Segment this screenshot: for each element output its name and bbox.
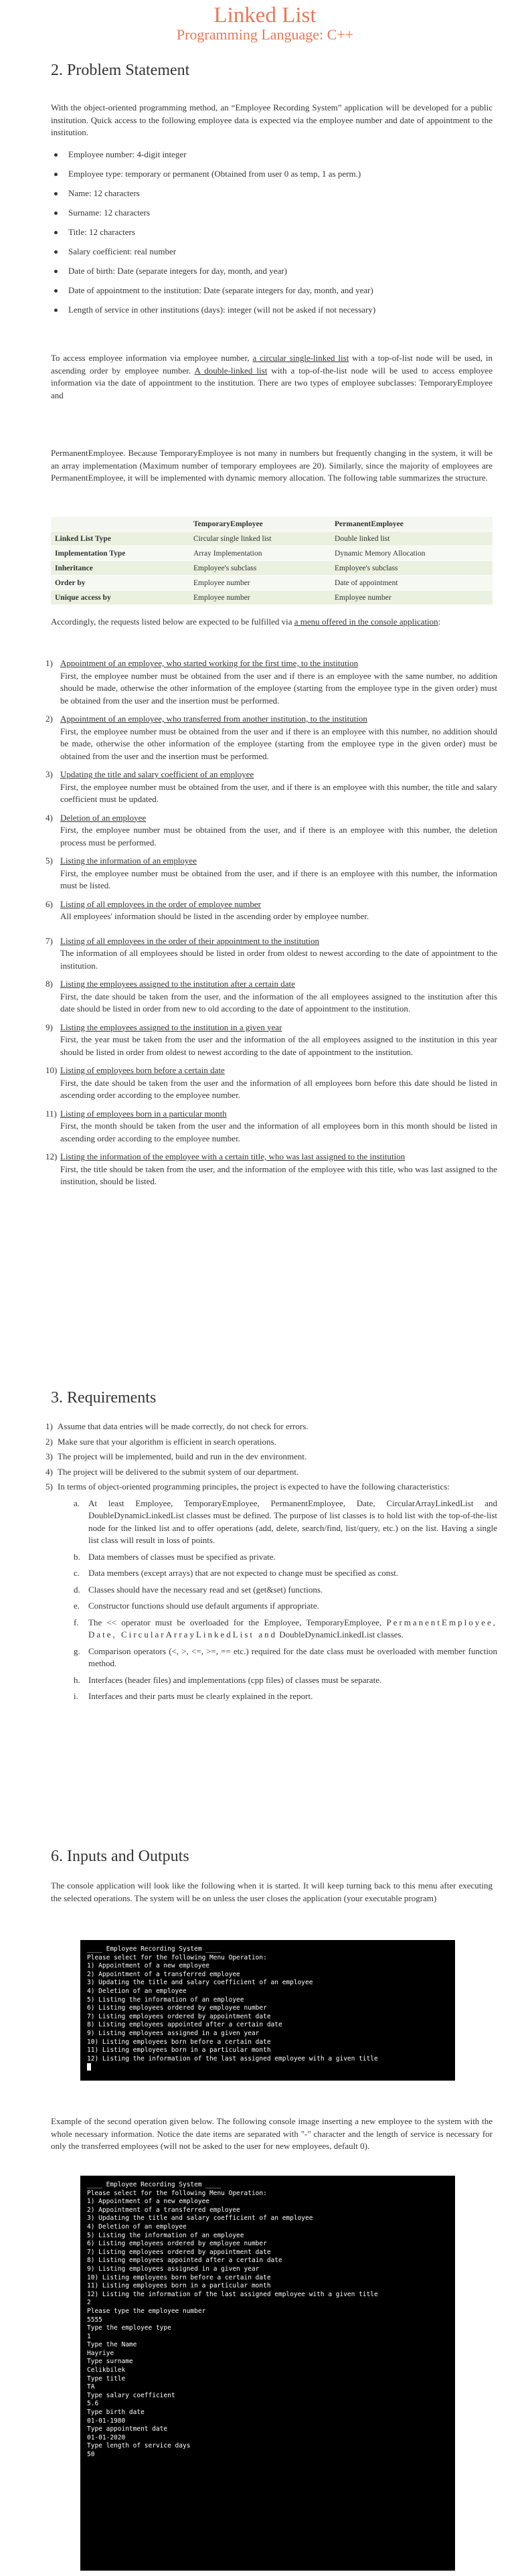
operation-title: Listing the employees assigned to the institution in a given year — [60, 1022, 282, 1032]
console-line: TA — [87, 2383, 95, 2391]
console-line: 8) Listing employees appointed after a certain date — [87, 2021, 282, 2029]
requirement-subitem: f. The << operator must be overloaded for the Employee, TemporaryEmployee, PermanentEmployee, Date, CircularArrayLinkedList and DoubleDynamicLinkedList classes. — [74, 1617, 497, 1639]
console-line: 1) Appointment of a new employee — [87, 1962, 210, 1970]
document-subtitle: Programming Language: C++ — [176, 26, 354, 43]
menu-phrase: a menu offered in the console application — [294, 617, 438, 627]
operation-description: First, the month should be taken from the user and the information of all employees born in this month should be listed in ascending order according to the employee number. — [60, 1121, 497, 1143]
requirement-item: 1) Assume that data entries will be made correctly, do not check for errors. — [46, 1421, 308, 1431]
requirement-subitem: i. Interfaces and their parts must be clearly explained in the report. — [74, 1691, 313, 1701]
table-row-label: Unique access by — [51, 590, 189, 605]
table-cell: Employee number — [331, 590, 493, 605]
console-line: 50 — [87, 2451, 95, 2458]
console-line: Type the employee type — [87, 2324, 171, 2332]
console-line: Type title — [87, 2374, 126, 2383]
requirements-list — [46, 1421, 497, 1707]
console-line: 9) Listing employees assigned in a given year — [87, 2265, 260, 2273]
operation-item: 6) Listing of all employees in the order of employee number All employees' information should be listed in the ascending order by employee number. — [46, 898, 497, 923]
table-row-label: Inheritance — [51, 561, 189, 576]
employee-types-paragraph: PermanentEmployee. Because TemporaryEmployee is not many in numbers but frequently changing in the system, it will be an array implementation (Maximum number of temporary employees are 20). Similarly, since the majority of employees are PermanentEmployee, it will be implemented with dynamic memory allocation. The following table summarizes the structure. — [51, 448, 493, 483]
list-item: Surname: 12 characters — [51, 207, 493, 226]
console-line: Type birth date — [87, 2409, 145, 2417]
table-cell: Circular single linked list — [189, 532, 331, 546]
list-item: Title: 12 characters — [51, 226, 493, 246]
table-row — [51, 576, 493, 590]
operation-item: 1) Appointment of an employee, who started working for the first time, to the institution First, the employee number must be obtained from the user and if there is an employee with the same number, no addition should be made, otherwise the other information of the employee (starting from the employee type in the given order) must be obtained from the user and the insertion must be performed. — [46, 657, 497, 707]
linked-list-paragraph: To access employee information via employee number, a circular single-linked list with a top-of-list node will be used, in ascending order by employee number. A double-linked list with a top-of-the-list node will be used to access employee information via the date of appointment to the institution. There are two types of employee subclasses: TemporaryEmployee and — [51, 353, 493, 400]
document-title: Linked List — [213, 3, 317, 27]
console-line: 2) Appointment of a transferred employee — [87, 2206, 240, 2214]
operation-item: 11) Listing of employees born in a particular month First, the month should be taken from the user and the information of all employees born in this month should be listed in ascending order according to the employee number. — [46, 1108, 497, 1145]
table-header-cell: TemporaryEmployee — [189, 517, 331, 532]
table-row-label: Linked List Type — [51, 532, 189, 546]
operation-description: All employees' information should be listed in the ascending order by employee number. — [60, 911, 369, 921]
list-item: Date of appointment to the institution: Date (separate integers for day, month, and year) — [51, 285, 493, 304]
console-screenshot-example — [80, 2176, 455, 2571]
console-line: 2 — [87, 2299, 91, 2307]
console-line: 5.6 — [87, 2400, 99, 2408]
double-list-phrase: A double-linked list — [194, 365, 268, 376]
operation-title: Listing of all employees in the order of employee number — [60, 898, 261, 909]
list-item: Date of birth: Date (separate integers for day, month, and year) — [51, 265, 493, 285]
operation-title: Appointment of an employee, who transferred from another institution, to the institution — [60, 714, 367, 724]
console-line: 01-01-2020 — [87, 2433, 126, 2441]
table-cell: Employee number — [189, 576, 331, 590]
table-cell: Array Implementation — [189, 546, 331, 561]
section-heading-inputs-outputs: 6. Inputs and Outputs — [51, 1848, 189, 1865]
section-heading-problem-statement: 2. Problem Statement — [51, 62, 190, 79]
list-item: Employee type: temporary or permanent (Obtained from user 0 as temp, 1 as perm.) — [51, 168, 493, 187]
console-line: 10) Listing employees born before a certain date — [87, 2273, 271, 2281]
employee-data-field-list — [51, 149, 493, 323]
requirement-subitem: b. Data members of classes must be specified as private. — [74, 1551, 276, 1562]
operation-title: Listing of employees born in a particular month — [60, 1108, 227, 1119]
console-line: 12) Listing the information of the last assigned employee with a given title — [87, 2290, 378, 2298]
console-line: 7) Listing employees ordered by appointment date — [87, 2012, 271, 2020]
operation-title: Deletion of an employee — [60, 812, 147, 823]
requirement-item: 3) The project will be implemented, build and run in the dev environment. — [46, 1451, 307, 1461]
requirement-item: 5) In terms of object-oriented programming principles, the project is expected to have the following characteristics: — [46, 1481, 450, 1492]
operation-title: Appointment of an employee, who started working for the first time, to the institution — [60, 658, 359, 668]
console-line: Please select for the following Menu Operation: — [87, 2189, 267, 2197]
console-line: 12) Listing the information of the last assigned employee with a given title — [87, 2055, 378, 2063]
console-line: 5) Listing the information of an employee — [87, 1996, 244, 2004]
console-line: 8) Listing employees appointed after a certain date — [87, 2257, 282, 2265]
console-line: Type the Name — [87, 2341, 137, 2349]
console-line: 5555 — [87, 2316, 102, 2324]
requirement-subitem: d. Classes should have the necessary read and set (get&set) functions. — [74, 1584, 323, 1595]
operation-title: Listing the information of the employee with a certain title, who was last assigned to the institution — [60, 1151, 406, 1161]
operation-item: 4) Deletion of an employee First, the employee number must be obtained from the user, and if there is an employee with this number, the deletion process must be performed. — [46, 812, 497, 850]
table-header-row — [51, 517, 493, 532]
operation-item: 2) Appointment of an employee, who transferred from another institution, to the institution First, the employee number must be obtained from the user and if there is an employee with this number, no addition should be made, otherwise the other information of the employee (starting from the employee type in the given order) must be obtained from the user and the insertion must be performed. — [46, 713, 497, 762]
list-item: Name: 12 characters — [51, 187, 493, 207]
table-cell: Double linked list — [331, 532, 493, 546]
table-row-label: Order by — [51, 576, 189, 590]
console-line: 1 — [87, 2332, 91, 2340]
operation-title: Listing the information of an employee — [60, 856, 197, 866]
table-cell: Date of appointment — [331, 576, 493, 590]
menu-intro-paragraph: Accordingly, the requests listed below are expected to be fulfilled via a menu offered in the console application: — [51, 617, 441, 627]
operation-description: First, the title should be taken from the user, and the information of the employee with this title, who was last assigned to the institution, should be listed. — [60, 1163, 497, 1186]
operation-title: Listing of employees born before a certain date — [60, 1065, 225, 1075]
console-line: ____ Employee Recording System ____ — [87, 2181, 222, 2188]
console-line: Hayriye — [87, 2349, 114, 2357]
table-header-cell: PermanentEmployee — [331, 517, 493, 532]
console-line: 6) Listing employees ordered by employee number — [87, 2240, 267, 2248]
table-row — [51, 590, 493, 605]
console-line: ____ Employee Recording System ____ — [87, 1945, 222, 1953]
console-line: 7) Listing employees ordered by appointment date — [87, 2248, 271, 2256]
console-line: Type surname — [87, 2358, 133, 2366]
requirement-subitem: c. Data members (except arrays) that are not expected to change must be specified as const. — [74, 1568, 399, 1578]
problem-intro-paragraph: With the object-oriented programming method, an “Employee Recording System” application will be developed for a public institution. Quick access to the following employee data is expected via the employee number and date of appointment to the institution. — [51, 102, 493, 137]
console-line: 6) Listing employees ordered by employee number — [87, 2004, 267, 2012]
console-line: 5) Listing the information of an employee — [87, 2231, 244, 2239]
requirement-subitem: h. Interfaces (header files) and implementations (cpp files) of classes must be separate. — [74, 1674, 382, 1685]
operation-description: First, the year must be taken from the user and the information of the all employees assigned to the institution in this year should be listed in order from oldest to newest according to the date of appointment to the institution. — [60, 1034, 497, 1057]
console-line: Celikbilek — [87, 2366, 126, 2374]
requirement-subitem: g. Comparison operators (<, >, <=, >=, == etc.) required for the date class must be overloaded with member function method. — [74, 1645, 497, 1668]
table-cell: Employee number — [189, 590, 331, 605]
console-line: Type appointment date — [87, 2425, 168, 2433]
operations-list — [46, 657, 497, 1194]
console-line: Type salary coefficient — [87, 2391, 175, 2399]
console-intro-paragraph: The console application will look like the following when it is started. It will keep turning back to this menu after executing the selected operations. The system will be on unless the user closes the application (your executable program) — [51, 1880, 493, 1903]
example-operation-paragraph: Example of the second operation given below. The following console image inserting a new employee to the system with the whole necessary information. Notice the date items are separated with "-" character and the length of service is necessary for only the transferred employees (will not be asked to the user for new employees, default 0). — [51, 2116, 493, 2151]
list-item: Salary coefficient: real number — [51, 246, 493, 265]
table-row — [51, 532, 493, 546]
circular-list-phrase: a circular single-linked list — [252, 353, 349, 363]
console-line: 4) Deletion of an employee — [87, 2223, 187, 2231]
operation-description: First, the employee number must be obtained from the user and if there is an employee with this number, no addition should be made, otherwise the other information of the employee (starting from the employee type in the given order) must be obtained from the user and the insertion must be performed. — [60, 726, 497, 761]
table-cell: Dynamic Memory Allocation — [331, 546, 493, 561]
table-row-label: Implementation Type — [51, 546, 189, 561]
console-line: Type length of service days — [87, 2442, 191, 2450]
table-header-cell — [51, 517, 189, 532]
console-line: 11) Listing employees born in a particular month — [87, 2282, 271, 2290]
structure-summary-table — [51, 517, 493, 605]
cursor-icon — [87, 2063, 91, 2071]
operation-description: First, the employee number must be obtained from the user, and if there is an employee with this number, the deletion process must be performed. — [60, 825, 497, 848]
operation-item: 10) Listing of employees born before a certain date First, the date should be taken from the user and the information of all employees born before this date should be listed in ascending order according to the employee number. — [46, 1064, 497, 1102]
list-item: Length of service in other institutions (days): integer (will not be asked if not necessary) — [51, 304, 493, 323]
operation-title: Listing the employees assigned to the institution after a certain date — [60, 979, 295, 989]
console-screenshot-menu — [80, 1940, 455, 2081]
requirement-subitem: a. At least Employee, TemporaryEmployee, PermanentEmployee, Date, CircularArrayLinkedList and DoubleDynamicLinkedList classes must be defined. The purpose of list classes is to hold list with the top-of-the-list node for the linked list and to offer operations (add, delete, search/find, list/query, etc.) on the list. Having a single list class will result in loss of points. — [74, 1498, 497, 1545]
console-line: Please select for the following Menu Operation: — [87, 1953, 267, 1961]
operation-item: 8) Listing the employees assigned to the institution after a certain date First, the date should be taken from the user, and the information of the all employees assigned to the institution after this date should be listed in order from new to old according to the date of appointment to the institution. — [46, 978, 497, 1016]
requirement-item: 4) The project will be delivered to the submit system of our department. — [46, 1466, 299, 1477]
section-heading-requirements: 3. Requirements — [51, 1389, 157, 1406]
console-line: 11) Listing employees born in a particular month — [87, 2046, 271, 2055]
operation-description: First, the employee number must be obtained from the user and if there is an employee with the same number, no addition should be made, otherwise the other information of the employee (starting from the employee type in the given order) must be obtained from the user and the insertion must be performed. — [60, 670, 497, 706]
table-cell: Employee's subclass — [189, 561, 331, 576]
console-line: 10) Listing employees born before a certain date — [87, 2038, 271, 2046]
operation-title: Updating the title and salary coefficient of an employee — [60, 769, 254, 779]
table-row — [51, 561, 493, 576]
console-line: 1) Appointment of a new employee — [87, 2198, 210, 2206]
requirement-item: 2) Make sure that your algorithm is efficient in search operations. — [46, 1436, 276, 1447]
operation-description: First, the date should be taken from the user, and the information of the all employees assigned to the institution after this date should be listed in order from new to old according to the date of appointment to the institution. — [60, 991, 497, 1014]
console-line: Please type the employee number — [87, 2307, 206, 2315]
operation-item: 7) Listing of all employees in the order of their appointment to the institution The information of all employees should be listed in order from oldest to newest according to the date of appointment to the institution. — [46, 935, 497, 973]
console-line: 3) Updating the title and salary coefficient of an employee — [87, 2215, 313, 2223]
console-line: 01-01-1980 — [87, 2417, 126, 2425]
table-cell: Employee's subclass — [331, 561, 493, 576]
console-line: 4) Deletion of an employee — [87, 1987, 187, 1995]
operation-description: First, the employee number must be obtained from the user, and if there is an employee with this number, the title and salary coefficient must be updated. — [60, 781, 497, 804]
operation-item: 5) Listing the information of an employee First, the employee number must be obtained from the user, and if there is an employee with this number, the information must be listed. — [46, 855, 497, 892]
requirement-subitem: e. Constructor functions should use default arguments if appropriate. — [74, 1601, 319, 1611]
operation-description: First, the date should be taken from the user and the information of all employees born before this date should be listed in ascending order according to the employee number. — [60, 1077, 497, 1100]
operation-description: The information of all employees should be listed in order from oldest to newest according to the date of appointment to the institution. — [60, 948, 497, 971]
operation-title: Listing of all employees in the order of their appointment to the institution — [60, 935, 320, 946]
operation-item: 3) Updating the title and salary coefficient of an employee First, the employee number must be obtained from the user, and if there is an employee with this number, the title and salary coefficient must be updated. — [46, 769, 497, 806]
console-line: 2) Appointment of a transferred employee — [87, 1970, 240, 1978]
operation-item: 12) Listing the information of the employee with a certain title, who was last assigned to the institution First, the title should be taken from the user, and the information of the employee with this title, who was last assigned to the institution, should be listed. — [46, 1151, 497, 1188]
list-item: Employee number: 4-digit integer — [51, 149, 493, 168]
operation-item: 9) Listing the employees assigned to the institution in a given year First, the year must be taken from the user and the information of the all employees assigned to the institution in this year should be listed in order from oldest to newest according to the date of appointment to the institution. — [46, 1022, 497, 1059]
table-row — [51, 546, 493, 561]
console-line: 3) Updating the title and salary coefficient of an employee — [87, 1979, 313, 1987]
console-line: 9) Listing employees assigned in a given year — [87, 2029, 260, 2037]
operation-description: First, the employee number must be obtained from the user, and if there is an employee with this number, the information must be listed. — [60, 868, 497, 890]
